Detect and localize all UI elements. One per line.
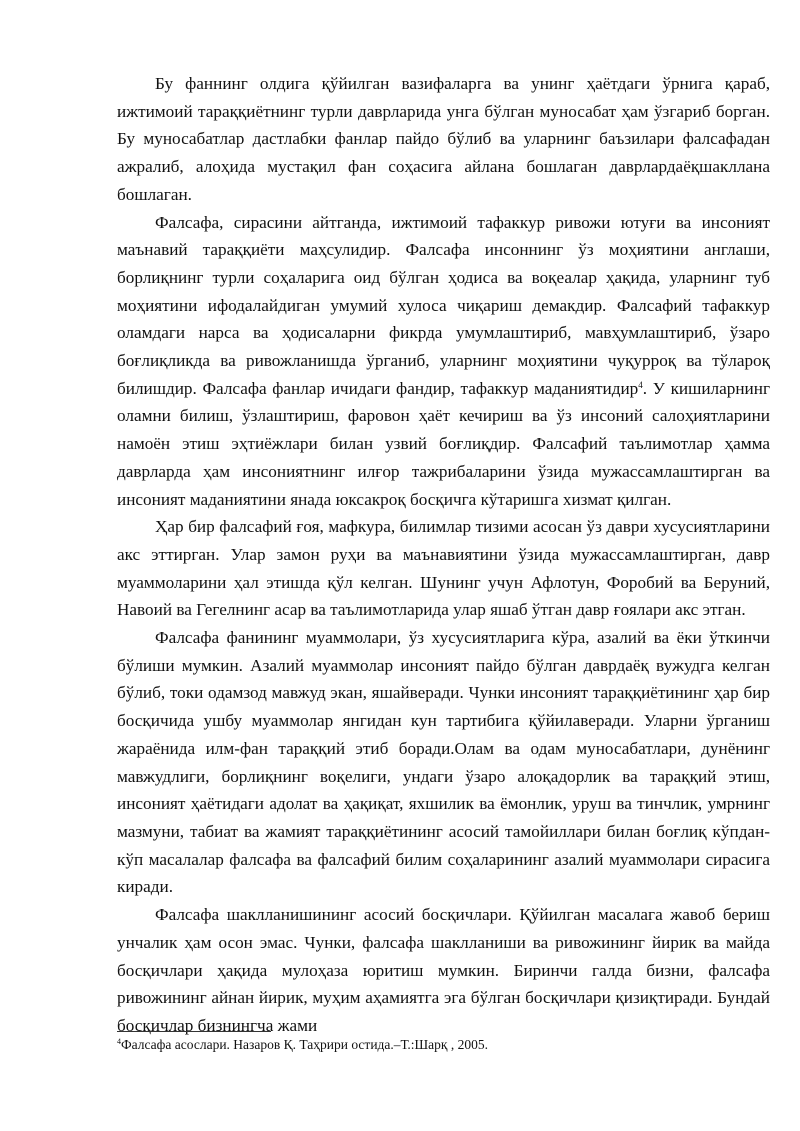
- paragraph-5: [117, 901, 770, 1040]
- paragraph-text: Бу фаннинг олдига қўйилган вазифаларга ва унинг ҳаётдаги ўрнига қараб, ижтимоий тараққиётнинг турли даврларида унга бўлган муносабат ҳам ўзгариб борган. Бу муносабатлар дастлабки фанлар пайдо бўлиб ва уларнинг баъзилари фалсафадан ажралиб, алоҳида мустақил фан соҳасига айлана бошлаган даврлардаёқшакллана бошлаган.: [117, 74, 770, 204]
- footnote-reference[interactable]: 4: [638, 379, 643, 390]
- paragraph-1: [117, 70, 770, 209]
- body-text: [117, 70, 770, 1040]
- paragraph-text: Фалсафа фанининг муаммолари, ўз хусусиятларига кўра, азалий ва ёки ўткинчи бўлиши мумкин. Азалий муаммолар инсоният пайдо бўлган даврдаёқ вужудга келган бўлиб, токи одамзод мавжуд экан, яшайверади. Чунки инсоният тараққиётининг ҳар бир босқичида ушбу муаммолар янгидан кун тартибига қўйилаверади. Уларни ўрганиш жараёнида илм-фан тараққий этиб боради.Олам ва одам муносабатлари, дунёнинг мавжудлиги, борлиқнинг воқелиги, ундаги ўзаро алоқадорлик ва тараққий этиш, инсоният ҳаётидаги адолат ва ҳақиқат, яхшилик ва ёмонлик, уруш ва тинчлик, умрнинг мазмуни, табиат ва жамият тараққиётининг асосий тамойиллари билан боғлиқ кўпдан-кўп масалалар фалсафа ва фалсафий билим соҳаларининг азалий муаммолари сирасига киради.: [117, 628, 770, 897]
- footnote: [117, 1036, 770, 1054]
- footnote-marker: 4: [117, 1037, 121, 1046]
- footnote-separator: [117, 1031, 271, 1032]
- paragraph-text: Фалсафа, сирасини айтганда, ижтимоий тафаккур ривожи ютуғи ва инсоният маънавий тараққиёти маҳсулидир. Фалсафа инсоннинг ўз моҳиятини англаши, борлиқнинг турли соҳаларига оид бўлган ҳодиса ва воқеалар ҳақида, уларнинг туб моҳиятини ифодалайдиган умумий хулоса чиқариш демакдир. Фалсафий тафаккур оламдаги нарса ва ҳодисаларни фикрда умумлаштириб, мавҳумлаштириб, ўзаро боғлиқликда ва ривожланишда ўрганиб, уларнинг моҳиятини чуқурроқ ва тўлароқ билишдир. Фалсафа фанлар ичидаги фандир, тафаккур маданиятидир: [117, 212, 770, 398]
- paragraph-4: [117, 624, 770, 901]
- paragraph-2: [117, 209, 770, 514]
- footnote-text: Фалсафа асослари. Назаров Қ. Таҳрири остида.–Т.:Шарқ , 2005.: [121, 1037, 488, 1052]
- paragraph-text: Фалсафа шаклланишининг асосий босқичлари. Қўйилган масалага жавоб бериш унчалик ҳам осон эмас. Чунки, фалсафа шаклланиши ва ривожининг йирик ва майда босқичлари ҳақида мулоҳаза юритиш мумкин. Биринчи галда бизни, фалсафа ривожининг айнан йирик, муҳим аҳамиятга эга бўлган босқичлари қизиқтиради. Бундай босқичлар бизнингча жами: [117, 905, 770, 1035]
- paragraph-text-continued: . У кишиларнинг оламни билиш, ўзлаштириш, фаровон ҳаёт кечириш ва ўз инсоний салоҳиятларини намоён этиш эҳтиёжлари билан узвий боғлиқдир. Фалсафий таълимотлар ҳамма даврларда ҳам инсониятнинг илғор тажрибаларини ўзида мужассамлаштирган ва инсоният маданиятини янада юксакроқ босқичга кўтаришга хизмат қилган.: [117, 378, 770, 509]
- paragraph-text: Ҳар бир фалсафий ғоя, мафкура, билимлар тизими асосан ўз даври хусусиятларини акс эттирган. Улар замон руҳи ва маънавиятини ўзида мужассамлаштирган, давр муаммоларини ҳал этишда қўл келган. Шунинг учун Афлотун, Форобий ва Беруний, Навоий ва Гегелнинг асар ва таълимотларида улар яшаб ўтган давр ғоялари акс этган.: [117, 517, 770, 620]
- paragraph-3: [117, 513, 770, 624]
